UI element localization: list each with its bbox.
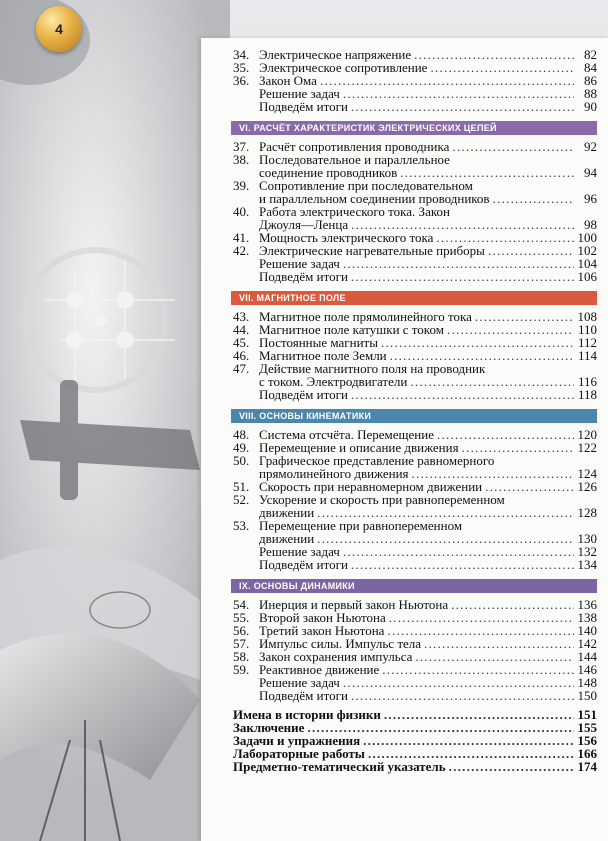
toc-appendix-entry[interactable]: Задачи и упражнения . . . 156 xyxy=(233,734,597,747)
toc-entry-first-line[interactable]: 39. Сопротивление при последовательном xyxy=(233,178,473,193)
toc-entry-continuation[interactable]: прямолинейного движения . . . 124 xyxy=(233,467,597,480)
toc-subentry[interactable]: Решение задач . . . 88 xyxy=(233,87,597,100)
toc-entry[interactable]: 51. Скорость при неравномерном движении . . . 126 xyxy=(233,480,597,493)
toc-appendix-entry[interactable]: Заключение . . . 155 xyxy=(233,721,597,734)
toc-entry-continuation[interactable]: соединение проводников . . . 94 xyxy=(233,166,597,179)
toc-entry[interactable]: 58. Закон сохранения импульса . . . 144 xyxy=(233,650,597,663)
toc-subentry[interactable]: Решение задач . . . 132 xyxy=(233,545,597,558)
toc-entry[interactable]: 57. Импульс силы. Импульс тела . . . 142 xyxy=(233,637,597,650)
toc-entry[interactable]: 59. Реактивное движение . . . 146 xyxy=(233,663,597,676)
toc-subentry[interactable]: Подведём итоги . . . 150 xyxy=(233,689,597,702)
toc-subentry[interactable]: Подведём итоги . . . 118 xyxy=(233,388,597,401)
toc-entry-first-line[interactable]: 50. Графическое представление равномерного xyxy=(233,453,495,468)
toc-subentry[interactable]: Подведём итоги . . . 90 xyxy=(233,100,597,113)
toc-subentry[interactable]: Решение задач . . . 148 xyxy=(233,676,597,689)
section-header-9: IX. ОСНОВЫ ДИНАМИКИ xyxy=(231,579,597,593)
toc-appendix-entry[interactable]: Предметно-тематический указатель . . . 174 xyxy=(233,760,597,773)
toc-appendix-entry[interactable]: Имена в истории физики . . . 151 xyxy=(233,708,597,721)
page-number-badge xyxy=(36,6,82,52)
toc-entry[interactable]: 55. Второй закон Ньютона . . . 138 xyxy=(233,611,597,624)
toc-entry[interactable]: 37. Расчёт сопротивления проводника . . . 92 xyxy=(233,140,597,153)
toc-entry-first-line[interactable]: 38. Последовательное и параллельное xyxy=(233,152,450,167)
toc-subentry[interactable]: Подведём итоги . . . 134 xyxy=(233,558,597,571)
toc-entry[interactable]: 44. Магнитное поле катушки с током . . . 110 xyxy=(233,323,597,336)
toc-entry[interactable]: 46. Магнитное поле Земли . . . 114 xyxy=(233,349,597,362)
toc-entry[interactable]: 35. Электрическое сопротивление . . . 84 xyxy=(233,61,597,74)
toc-entry[interactable]: 36. Закон Ома . . . 86 xyxy=(233,74,597,87)
toc-entry-first-line[interactable]: 47. Действие магнитного поля на проводник xyxy=(233,361,486,376)
toc-entry-first-line[interactable]: 52. Ускорение и скорость при равнопеременном xyxy=(233,492,505,507)
section-header-7: VII. МАГНИТНОЕ ПОЛЕ xyxy=(231,291,597,305)
toc-appendix-entry[interactable]: Лабораторные работы . . . 166 xyxy=(233,747,597,760)
toc-entry-continuation[interactable]: движении . . . 128 xyxy=(233,506,597,519)
toc-entry-continuation[interactable]: и параллельном соединении проводников . . . 96 xyxy=(233,192,597,205)
toc-entry[interactable]: 45. Постоянные магниты . . . 112 xyxy=(233,336,597,349)
toc-entry[interactable]: 43. Магнитное поле прямолинейного тока . . . 108 xyxy=(233,310,597,323)
toc-entry[interactable]: 49. Перемещение и описание движения . . . 122 xyxy=(233,441,597,454)
toc-subentry[interactable]: Решение задач . . . 104 xyxy=(233,257,597,270)
toc-entry-continuation[interactable]: движении . . . 130 xyxy=(233,532,597,545)
toc-entry-first-line[interactable]: 40. Работа электрического тока. Закон xyxy=(233,204,450,219)
toc-entry[interactable]: 48. Система отсчёта. Перемещение . . . 120 xyxy=(233,428,597,441)
toc-subentry[interactable]: Подведём итоги . . . 106 xyxy=(233,270,597,283)
toc-entry-first-line[interactable]: 53. Перемещение при равнопеременном xyxy=(233,518,463,533)
toc-entry[interactable]: 34. Электрическое напряжение . . . 82 xyxy=(233,48,597,61)
section-header-6: VI. РАСЧЁТ ХАРАКТЕРИСТИК ЭЛЕКТРИЧЕСКИХ ЦЕПЕЙ xyxy=(231,121,597,135)
toc-entry-continuation[interactable]: Джоуля—Ленца . . . 98 xyxy=(233,218,597,231)
background-illustration xyxy=(0,0,230,841)
toc-entry[interactable]: 56. Третий закон Ньютона . . . 140 xyxy=(233,624,597,637)
toc-entry[interactable]: 42. Электрические нагревательные приборы . . . 102 xyxy=(233,244,597,257)
table-of-contents xyxy=(233,48,597,773)
section-header-8: VIII. ОСНОВЫ КИНЕМАТИКИ xyxy=(231,409,597,423)
toc-entry[interactable]: 54. Инерция и первый закон Ньютона . . . 136 xyxy=(233,598,597,611)
page-number: 4 xyxy=(55,21,63,37)
toc-entry[interactable]: 41. Мощность электрического тока . . . 100 xyxy=(233,231,597,244)
toc-entry-continuation[interactable]: с током. Электродвигатели . . . 116 xyxy=(233,375,597,388)
